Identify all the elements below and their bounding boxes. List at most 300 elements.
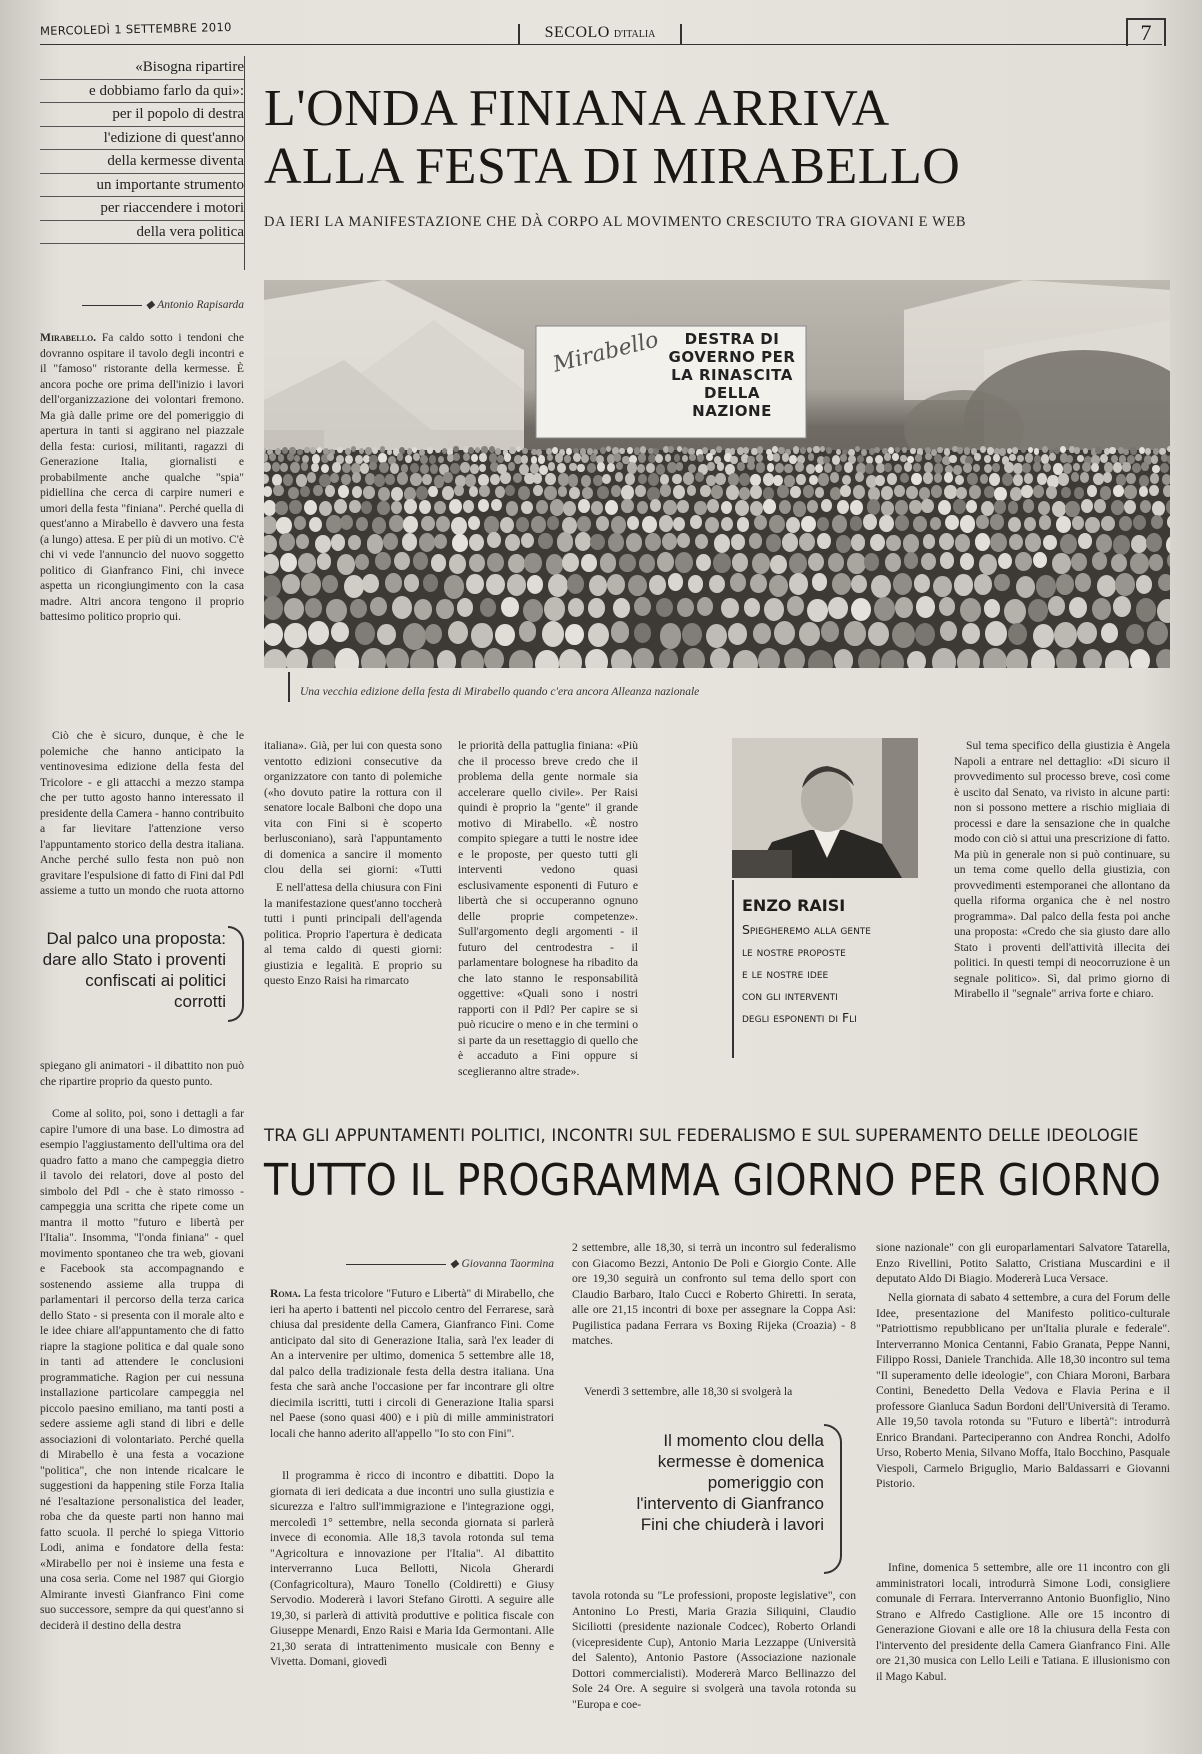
crowd-person	[682, 623, 702, 646]
crowd-person	[608, 533, 624, 551]
crowd-person	[695, 534, 708, 549]
crowd-person	[448, 621, 468, 644]
crowd-person	[934, 454, 942, 463]
crowd-person	[881, 650, 903, 668]
crowd-person	[634, 597, 650, 616]
crowd-person	[325, 485, 335, 497]
crowd-person	[1058, 473, 1069, 486]
crowd-person	[818, 473, 829, 485]
crowd-person	[904, 552, 918, 568]
crowd-person	[487, 553, 504, 572]
crowd-person	[914, 574, 930, 592]
crowd-person	[850, 516, 862, 530]
byline-rule	[82, 305, 142, 306]
crowd-person	[264, 516, 277, 534]
crowd-person	[1096, 534, 1113, 553]
crowd-person	[597, 462, 605, 471]
crowd-person	[600, 553, 617, 572]
crowd-person	[739, 473, 750, 486]
crowd-person	[1024, 517, 1036, 531]
crowd-person	[573, 453, 581, 462]
crowd-person	[559, 649, 583, 668]
crowd-person	[264, 453, 268, 461]
crowd-person	[390, 463, 399, 474]
crowd-person	[403, 516, 417, 533]
col1-paragraph-1: Fa caldo sotto i tendoni che dovranno ospitare il tavolo degli incontri e il "famoso" ristorante della kermesse. È ancora poche ore prima dell'inizio i lavori dell'organizzazione dei volontari fremono. Ma già dalle prime ore del pomeriggio di apertura in tanti si aggirano nel piazzale della festa: curiosi, militanti, ragazzi di Generazione Italia, giornalisti e probabilmente anche qualche "spia" pidiellina che cerca di carpire numeri e umori della festa "finiana". Perché quella di quest'anno a Mirabello è davvero una festa (a lungo) attesa. E per più di un motivo. C'è chi vi vede l'annuncio del nuovo soggetto politico di Gianfranco Fini, chi invece aspetta un ricongiungimento con la casa madre. Altri ancora tengono il proprio battesimo politico proprio qui.	[40, 331, 244, 623]
crowd-person	[913, 463, 921, 472]
crowd-person	[750, 574, 766, 593]
crowd-person	[442, 486, 454, 500]
crowd-person	[516, 446, 521, 452]
portrait	[732, 738, 918, 878]
crowd-person	[939, 597, 956, 616]
col4-text: Sul tema specifico della giustizia è Angela Napoli a entrare nel dettaglio: «Di sicuro il provvedimento sul processo breve, così come è uscito dal Senato, va rivisto in alcune parti: non si possono mettere a rischio migliaia di processi e dare la sensazione che in qualche modo con ciò si attui una prescrizione di fatto. Ma più in generale non si può continuare, su un tema come quello della giustizia, con provvedimenti estemporanei che allontano da quella riforma organica che è nel nostro programma». Dal palco della festa poi anche una proposta: «Credo che sia giusto dare allo Stato i proventi dell'attività illecita dei politici. In questi tempi di neocorruzione è un segnale politico». Sì, dal primo giorno di Mirabello il "segnale" arriva forte e chiaro.	[954, 739, 1170, 1000]
crowd-person	[1056, 574, 1074, 594]
pull-quote-2: Il momento clou della kermesse è domenica pomeriggio con l'intervento di Gianfranco Fini che chiuderà i lavori	[636, 1431, 824, 1534]
crowd-person	[305, 598, 323, 618]
crowd-person	[276, 517, 291, 535]
a2-col2-text-b: Venerdì 3 settembre, alle 18,30 si svolgerà la	[584, 1385, 793, 1398]
dateline: Roma.	[270, 1287, 301, 1300]
crowd-person	[683, 648, 705, 668]
crowd-person	[663, 500, 676, 515]
crowd-person	[674, 454, 681, 462]
crowd-person	[1109, 447, 1116, 455]
crowd-person	[851, 598, 872, 622]
crowd-person	[611, 516, 626, 534]
crowd-person	[578, 499, 590, 512]
crowd-person	[676, 462, 683, 471]
crowd-person	[377, 624, 395, 645]
crowd-person	[375, 552, 391, 570]
crowd-person	[469, 554, 485, 572]
crowd-person	[1008, 501, 1019, 513]
crowd-person	[575, 532, 591, 550]
raisi-quote-box	[732, 880, 920, 1058]
crowd-person	[284, 598, 304, 621]
crowd-person	[659, 515, 673, 532]
crowd-person	[1034, 448, 1040, 454]
crowd-person	[301, 573, 321, 596]
brace-icon	[228, 926, 244, 1022]
crowd-person	[649, 575, 666, 594]
crowd-person	[442, 448, 447, 454]
crowd-person	[394, 552, 410, 570]
crowd-person	[356, 517, 368, 531]
kicker-line: «Bisogna ripartire	[40, 56, 244, 80]
crowd-person	[844, 462, 854, 473]
crowd-person	[832, 573, 851, 595]
crowd-person	[808, 553, 824, 571]
crowd-person	[486, 574, 505, 596]
crowd-person	[369, 462, 377, 471]
crowd-person	[341, 474, 351, 486]
crowd-person	[793, 446, 800, 454]
crowd-person	[863, 514, 877, 530]
issue-date: MERCOLEDÌ 1 SETTEMBRE 2010	[39, 19, 232, 38]
crowd-person	[867, 499, 880, 514]
crowd-person	[278, 454, 285, 462]
crowd-person	[505, 485, 515, 496]
crowd-person	[410, 649, 434, 668]
kicker-line: un importante strumento	[40, 174, 244, 198]
crowd-person	[310, 447, 316, 454]
crowd-person	[728, 623, 747, 644]
crowd-person	[569, 463, 576, 472]
crowd-person	[1103, 472, 1112, 482]
crowd-person	[1113, 462, 1122, 472]
crowd-person	[1085, 517, 1100, 534]
crowd-person	[937, 447, 942, 453]
crowd-person	[589, 575, 607, 596]
crowd-person	[1039, 515, 1052, 530]
crowd-person	[605, 500, 618, 515]
crowd-person	[342, 463, 351, 473]
crowd-person	[387, 449, 393, 455]
crowd-person	[352, 486, 363, 498]
crowd-person	[444, 575, 464, 598]
crowd-person	[731, 534, 745, 550]
crowd-person	[700, 485, 711, 497]
crowd-person	[1056, 649, 1077, 668]
crowd-person	[673, 517, 685, 531]
crowd-person	[650, 499, 661, 512]
crowd-person	[360, 463, 369, 473]
crowd-person	[1158, 574, 1170, 592]
crowd-person	[677, 500, 688, 513]
crowd-person	[739, 487, 750, 500]
crowd-person	[668, 446, 674, 453]
crowd-person	[484, 648, 504, 668]
crowd-person	[763, 487, 775, 500]
crowd-person	[331, 534, 346, 551]
crowd-person	[337, 554, 355, 575]
crowd-person	[790, 486, 801, 499]
crowd-person	[944, 448, 951, 455]
crowd-person	[516, 517, 529, 532]
crowd-person	[588, 623, 609, 647]
crowd-person	[538, 533, 553, 550]
crowd-person	[844, 621, 865, 646]
crowd-person	[308, 621, 329, 645]
crowd-person	[923, 534, 936, 549]
crowd-person	[1124, 500, 1136, 514]
crowd-person	[634, 623, 651, 643]
crowd-person	[331, 622, 349, 643]
crowd-person	[296, 534, 309, 549]
crowd-person	[1031, 649, 1055, 668]
crowd-person	[840, 454, 847, 462]
crowd-person	[659, 649, 678, 668]
crowd-person	[500, 472, 511, 484]
crowd-person	[955, 475, 964, 485]
crowd-person	[1126, 473, 1136, 484]
crowd-person	[1074, 447, 1080, 453]
crowd-person	[344, 575, 364, 598]
crowd-person	[530, 463, 539, 473]
kicker-line: e dobbiamo farlo da qui»:	[40, 80, 244, 104]
crowd-person	[773, 453, 780, 461]
crowd-person	[546, 554, 564, 574]
crowd-person	[895, 447, 900, 453]
crowd-person	[954, 574, 972, 595]
crowd-person	[1094, 499, 1106, 513]
crowd-person	[468, 516, 480, 530]
crowd-person	[737, 517, 749, 531]
crowd-person	[340, 515, 353, 530]
crowd-person	[558, 486, 568, 497]
crowd-person	[726, 485, 739, 500]
diamond-icon: ◆	[449, 1258, 459, 1270]
crowd-person	[420, 464, 429, 474]
crowd-person	[300, 486, 310, 498]
crowd-person	[588, 598, 605, 617]
crowd-person	[1145, 448, 1151, 455]
crowd-person	[998, 553, 1012, 569]
crowd-person	[1060, 534, 1077, 554]
crowd-person	[264, 535, 277, 554]
crowd-person	[596, 516, 609, 531]
crowd-person	[707, 499, 720, 514]
crowd-person	[1033, 624, 1054, 649]
crowd-person	[973, 464, 981, 473]
crowd-person	[921, 499, 933, 513]
crowd-person	[821, 499, 833, 512]
crowd-person	[915, 454, 921, 461]
crowd-person	[506, 501, 518, 515]
crowd-person	[330, 473, 339, 483]
crowd-person	[900, 473, 909, 484]
crowd-person	[509, 447, 515, 454]
crowd-person	[317, 553, 331, 569]
crowd-person	[879, 515, 894, 532]
crowd-person	[1077, 455, 1084, 463]
crowd-person	[372, 447, 378, 454]
crowd-person	[904, 462, 912, 472]
crowd-person	[1065, 501, 1079, 517]
crowd-person	[290, 462, 300, 473]
crowd-person	[1131, 535, 1147, 553]
crowd-person	[660, 484, 671, 497]
crowd-person	[449, 554, 466, 574]
crowd-person	[304, 500, 317, 515]
crowd-person	[454, 485, 464, 496]
crowd-person	[855, 472, 864, 482]
crowd-person	[582, 487, 593, 499]
crowd-person	[992, 463, 1000, 472]
crowd-person	[803, 485, 814, 498]
crowd-person	[903, 534, 919, 552]
crowd-person	[568, 474, 579, 486]
crowd-person	[562, 517, 577, 534]
crowd-person	[824, 463, 832, 473]
crowd-person	[777, 485, 788, 498]
crowd-person	[413, 552, 428, 570]
crowd-person	[521, 455, 529, 464]
crowd-person	[463, 500, 474, 513]
crowd-person	[1025, 453, 1033, 462]
crowd-person	[775, 463, 784, 474]
crowd-person	[808, 453, 815, 460]
crowd-person	[386, 648, 408, 668]
crowd-person	[1043, 535, 1056, 550]
crowd-person	[1087, 485, 1097, 497]
crowd-person	[1113, 596, 1131, 617]
crowd-person	[1126, 624, 1143, 644]
crowd-person	[800, 447, 806, 454]
crowd-person	[294, 455, 300, 462]
crowd-person	[1004, 599, 1026, 624]
crowd-person	[1167, 455, 1170, 463]
a2-col3-text-c: Infine, domenica 5 settembre, alle ore 11 incontro con gli amministratori locali, introdurrà Simone Lodi, consigliere comunale di Ferrara. Interverranno Antonio Buonfiglio, Nino Strano e Alfredo Castiglione. Alle ore 15 incontro di Generazione Giovani e alle ore 18 la chiusura della Festa con l'intervento del presidente della Camera Gianfranco Fini. Alle ore 21,30 musica con Lello Leili e Tatiana. E illusionismo con il Mago Kabul.	[876, 1561, 1170, 1683]
crowd-person	[611, 485, 621, 497]
crowd-person	[772, 446, 778, 453]
crowd-person	[770, 555, 786, 574]
crowd-person	[874, 447, 879, 453]
crowd-person	[569, 487, 579, 499]
crowd-person	[893, 573, 912, 595]
crowd-person	[524, 553, 542, 573]
crowd-person	[272, 474, 282, 486]
crowd-person	[378, 487, 390, 501]
crowd-person	[682, 447, 688, 454]
crowd-person	[1136, 575, 1152, 593]
crowd-person	[421, 516, 435, 532]
crowd-person	[881, 501, 894, 515]
crowd-person	[949, 455, 956, 463]
crowd-person	[430, 464, 439, 474]
crowd-person	[500, 517, 514, 533]
crowd-person	[789, 573, 808, 595]
crowd-person	[392, 596, 412, 619]
raisi-quote-line: con gli interventi	[742, 988, 838, 1003]
raisi-quote-line: degli esponenti di Fli	[742, 1010, 857, 1025]
crowd-person	[264, 486, 272, 497]
crowd-person	[716, 446, 722, 452]
crowd-person	[1113, 535, 1130, 555]
crowd-person	[1056, 516, 1071, 533]
crowd-person	[427, 447, 433, 454]
crowd-person	[1074, 487, 1084, 499]
crowd-person	[923, 472, 933, 484]
crowd-person	[422, 474, 432, 485]
crowd-person	[784, 464, 793, 474]
crowd-person	[1009, 454, 1015, 461]
crowd-person	[370, 597, 387, 616]
crowd-person	[933, 576, 952, 598]
crowd-person	[1069, 597, 1087, 618]
crowd-person	[621, 499, 634, 513]
crowd-person	[568, 598, 584, 617]
crowd-person	[1006, 649, 1029, 668]
crowd-person	[1124, 485, 1137, 500]
crowd-person	[611, 649, 633, 668]
crowd-person	[1083, 649, 1103, 668]
crowd-person	[837, 500, 849, 514]
pull-quote-1: Dal palco una proposta: dare allo Stato i proventi confiscati ai politici corrotti	[42, 929, 226, 1011]
crowd-person	[449, 499, 462, 514]
crowd-person	[826, 447, 832, 454]
crowd-person	[710, 648, 730, 668]
crowd-person	[304, 447, 309, 453]
crowd-person	[850, 500, 863, 515]
a2-col1-text-a	[270, 1286, 554, 1466]
crowd-person	[1038, 501, 1050, 515]
crowd-person	[981, 501, 994, 516]
a2-col1-text-b: Il programma è ricco di incontro e dibattiti. Dopo la giornata di ieri dedicata a due incontri uno sulla giustizia e sicurezza e l'altro sull'immigrazione e l'integrazione oggi, mercoledì 1° settembre, nella seconda giornata si parlerà invece di economia. Alle 18,3 tavola rotonda sul tema "Agricoltura e innovazione per l'Italia". Al dibattito interverranno Luca Bellotti, Nicola Gherardi (Confagricoltura), Mauro Tonello (Coldiretti) e Giusy Servodio. Modererà i lavori Stefano Girotti. A seguire alle 19,30, si parlerà di attività produttive e politica fiscale con Giuseppe Menardi, Enzo Raisi e Maria Ida Germontani. Alle 21,30 serata di intrattenimento musicale con Benny e Vivetta. Domani, giovedì	[270, 1469, 554, 1668]
crowd-person	[787, 596, 805, 616]
a2-col2-text-a: 2 settembre, alle 18,30, si terrà un incontro sul federalismo con Giacomo Bezzi, Antonio De Poli e Giorgio Conte. Alle ore 19,30 seguirà un confronto sul tema dello sport con Claudio Barbaro, Italo Cucci e Roberto Ghiretti. In serata, alle ore 21,15 incontri di boxe per assegnare la Coppa Asi: Pugilistica padana Ferrara vs Boxing Rijeka (Croazia) - 8 matches.	[572, 1241, 856, 1347]
crowd-person	[269, 453, 276, 461]
crowd-person	[480, 598, 496, 617]
crowd-person	[361, 648, 386, 668]
col1-text-b: Ciò che è sicuro, dunque, è che le polemiche che hanno anticipato la ventinovesima edizione della festa del Tricolore - e gli attacchi a mezzo stampa che per tutto agosto hanno interessato il presidente della Camera - hanno contribuito a far lievitare l'attenzione verso l'appuntamento storico della destra italiana. Anche perché sullo festa non può non gravitare l'espulsione di fatto di Fini dal Pdl assieme a tutto un mondo che ruota attorno	[40, 729, 244, 897]
crowd-person	[469, 486, 479, 497]
brace-icon	[824, 1424, 842, 1574]
crowd-person	[521, 501, 533, 515]
crowd-person	[806, 464, 815, 475]
crowd-person	[470, 464, 478, 474]
crowd-person	[984, 599, 1000, 618]
crowd-person	[311, 463, 319, 472]
crowd-person	[1071, 553, 1086, 571]
crowd-person	[715, 473, 725, 485]
crowd-person	[484, 516, 499, 534]
crowd-person	[491, 499, 502, 511]
crowd-person	[505, 534, 520, 551]
crowd-person	[1022, 463, 1030, 473]
crowd-person	[733, 650, 758, 668]
crowd-person	[944, 472, 953, 483]
crowd-person	[931, 485, 942, 498]
crowd-person	[836, 535, 852, 553]
crowd-person	[294, 516, 307, 530]
crowd-person	[434, 534, 447, 549]
crowd-person	[668, 573, 683, 591]
crowd-person	[564, 455, 571, 462]
crowd-person	[425, 624, 442, 644]
crowd-person	[721, 517, 733, 531]
crowd-person	[385, 474, 394, 485]
crowd-person	[315, 535, 331, 554]
crowd-person	[434, 501, 446, 514]
kicker-line: l'edizione di quest'anno	[40, 127, 244, 151]
crowd-person	[939, 533, 954, 550]
crowd-person	[756, 462, 765, 472]
crowd-person	[504, 453, 511, 461]
crowd-person	[895, 597, 914, 618]
crowd-person	[801, 516, 816, 533]
crowd-person	[349, 500, 361, 513]
banner-line: DELLA NAZIONE	[692, 384, 772, 420]
crowd-person	[1157, 599, 1170, 623]
crowd-person	[894, 464, 902, 473]
crowd-person	[391, 501, 402, 514]
crowd-person	[264, 649, 287, 668]
crowd-person	[875, 475, 885, 486]
crowd-person	[870, 534, 885, 551]
crowd-person	[1023, 499, 1035, 512]
header-rule	[40, 44, 1162, 45]
crowd-person	[607, 463, 615, 472]
crowd-person	[884, 453, 891, 461]
crowd-person	[735, 500, 749, 516]
crowd-person	[479, 453, 487, 462]
crowd-person	[1060, 446, 1066, 452]
crowd-person	[989, 473, 1000, 485]
crowd-person	[264, 462, 271, 472]
crowd-person	[321, 464, 329, 473]
